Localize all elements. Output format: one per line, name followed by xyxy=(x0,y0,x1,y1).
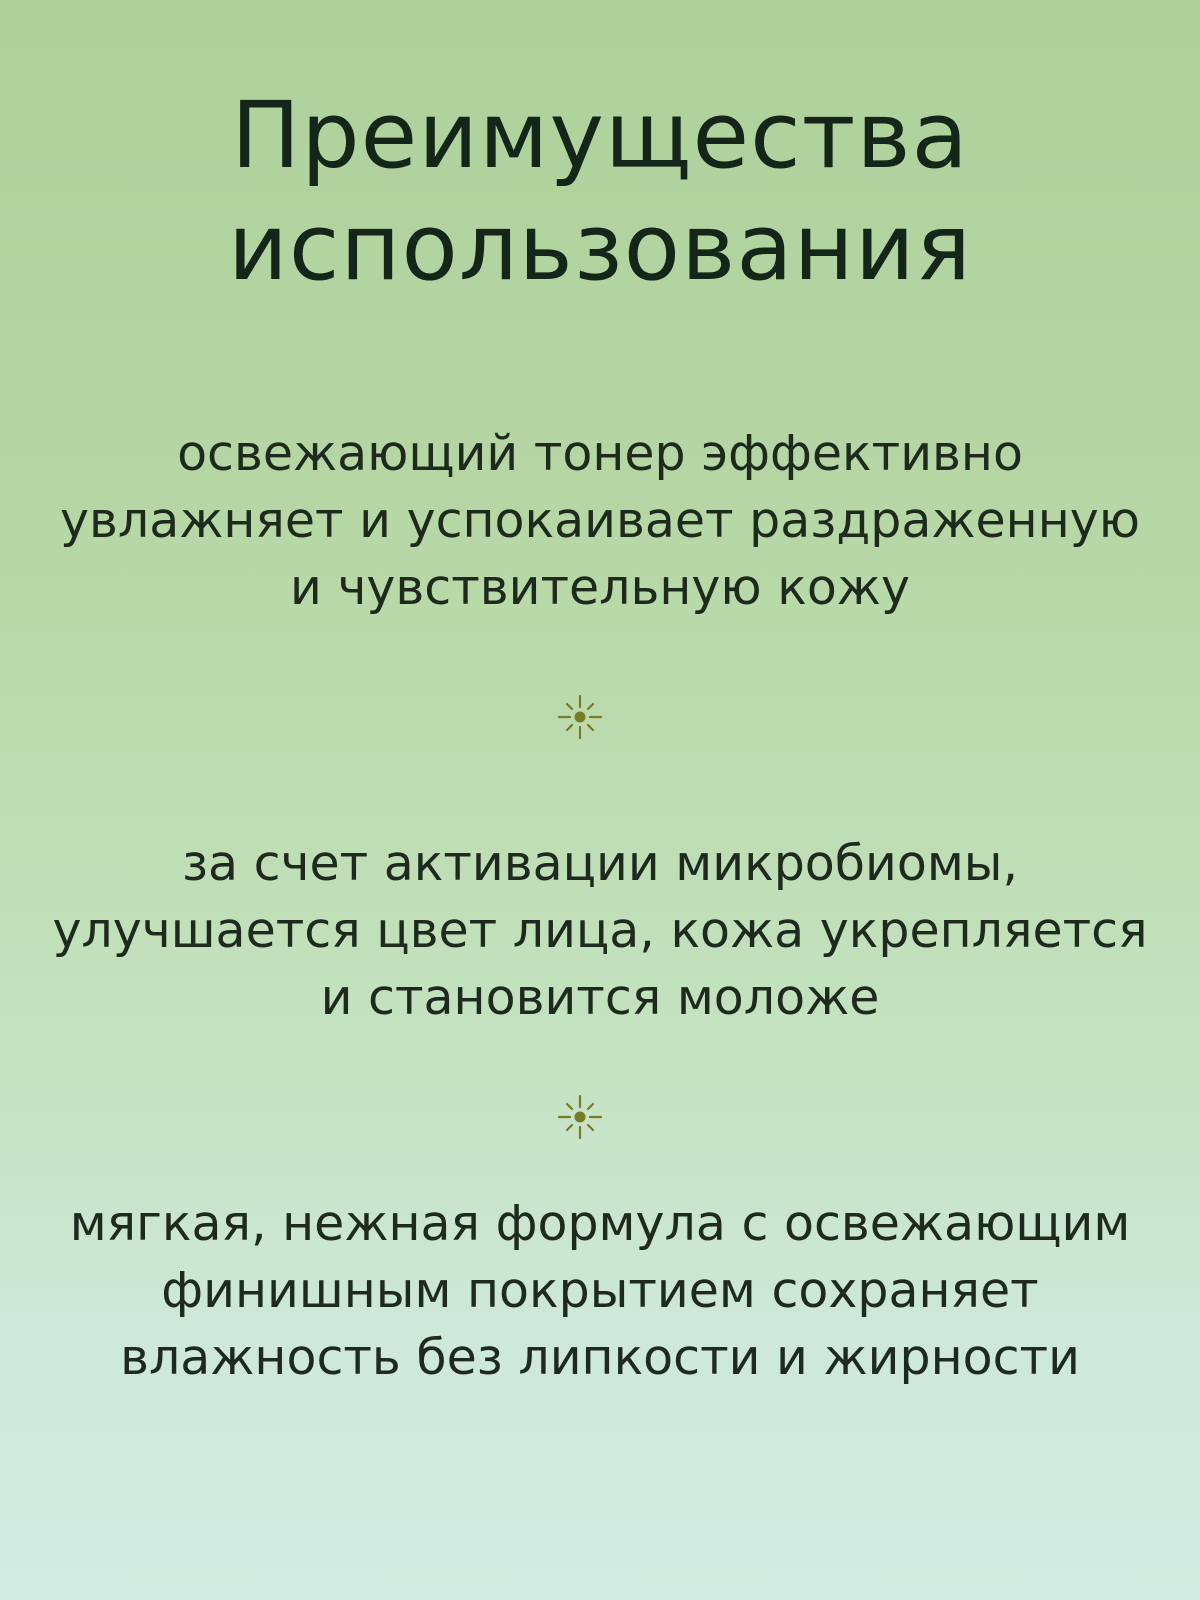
sparkle-icon xyxy=(556,1093,604,1141)
benefit-text-3 xyxy=(0,1190,1200,1391)
benefit-1-line-2: увлажняет и успокаивает раздраженную xyxy=(60,492,1140,549)
benefit-3-line-1: мягкая, нежная формула с освежающим xyxy=(69,1195,1131,1252)
benefit-text-2 xyxy=(0,830,1200,1031)
benefit-2-line-3: и становится моложе xyxy=(320,969,880,1026)
benefit-2-line-1: за счет активации микробиомы, xyxy=(181,835,1019,892)
page-title-line-2: использования xyxy=(228,194,972,301)
sparkle-icon xyxy=(556,693,604,741)
benefit-3-line-3: влажность без липкости и жирности xyxy=(120,1329,1080,1386)
benefit-1-line-3: и чувствительную кожу xyxy=(290,559,910,616)
benefit-3-line-2: финишным покрытием сохраняет xyxy=(161,1262,1039,1319)
benefit-text-1 xyxy=(0,420,1200,621)
page-title xyxy=(0,80,1200,304)
page-title-line-1: Преимущества xyxy=(231,82,969,189)
benefit-2-line-2: улучшается цвет лица, кожа укрепляется xyxy=(52,902,1148,959)
benefit-1-line-1: освежающий тонер эффективно xyxy=(177,425,1023,482)
